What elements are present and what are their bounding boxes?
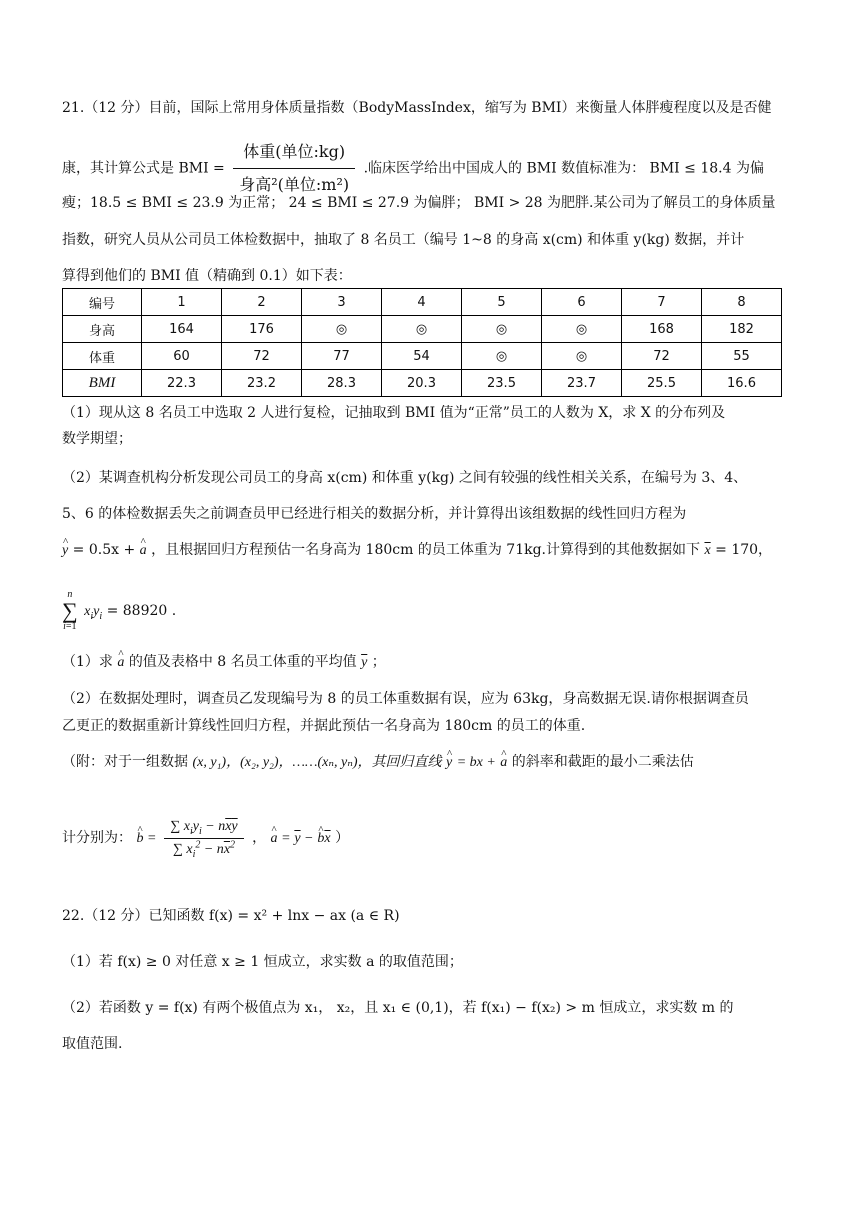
table-cell: 23.2: [222, 370, 302, 397]
table-cell: 3: [302, 289, 382, 316]
note-text-c: = bx +: [456, 755, 496, 770]
q21-line-1: 21.（12 分）目前，国际上常用身体质量指数（BodyMassIndex，缩写为 BMI）来衡量人体胖瘦程度以及是否健: [62, 100, 772, 116]
table-row: [63, 370, 782, 397]
note-text-e: 计分别为：: [62, 830, 132, 846]
note-line-2: [62, 796, 798, 880]
y-hat-symbol: ^ y: [446, 753, 452, 773]
a-hat-symbol: ^ a: [271, 797, 278, 881]
sum-symbol: n ∑ i=1: [62, 589, 78, 632]
table-cell: 164: [142, 316, 222, 343]
table-cell: 4: [382, 289, 462, 316]
q21-line-2: [62, 138, 798, 199]
table-cell: 60: [142, 343, 222, 370]
table-cell: 23.5: [462, 370, 542, 397]
table-cell: 25.5: [622, 370, 702, 397]
x-bar-symbol: $\overline{x}$: [324, 831, 331, 846]
q21-line-2a: 康，其计算公式是 BMI =: [62, 160, 225, 177]
y-bar-symbol: $\overline{y}$: [361, 655, 368, 670]
part2-line-3b: ，且根据回归方程预估一名身高为 180cm 的员工体重为 71kg.计算得到的其他数据如下: [151, 542, 701, 558]
q22-line-4: 取值范围.: [62, 1036, 123, 1052]
table-cell: 176: [222, 316, 302, 343]
table-row: [63, 289, 782, 316]
sub2-line-2: 乙更正的数据重新计算线性回归方程，并据此预估一名身高为 180cm 的员工的体重.: [62, 718, 586, 734]
table-cell: 28.3: [302, 370, 382, 397]
table-cell: ◎: [302, 316, 382, 343]
a-hat-symbol: ^ a: [117, 653, 124, 673]
sub2-line-1: （2）在数据处理时，调查员乙发现编号为 8 的员工体重数据有误，应为 63kg，身高数据无误.请你根据调查员: [62, 691, 749, 707]
q21-line-3: 瘦；18.5 ≤ BMI ≤ 23.9 为正常； 24 ≤ BMI ≤ 27.9 为偏胖； BMI > 28 为肥胖.某公司为了解员工的身体质量: [62, 195, 776, 211]
sub1-text-c: ；: [371, 654, 386, 670]
q22-line-3: （2）若函数 y = f(x) 有两个极值点为 x₁， x₂，且 x₁ ∈ (0,1)，若 f(x₁) − f(x₂) > m 恒成立，求实数 m 的: [62, 1000, 734, 1016]
sub1-text-a: （1）求: [62, 654, 113, 670]
part2-line-4-text: = 88920 .: [106, 603, 177, 619]
table-cell: 7: [622, 289, 702, 316]
x-bar-symbol: $\overline{x}$: [704, 543, 711, 558]
table-cell: ◎: [382, 316, 462, 343]
bmi-data-table: [62, 288, 782, 397]
equals-sign: =: [282, 831, 290, 846]
table-cell: 20.3: [382, 370, 462, 397]
row-label: 身高: [63, 316, 142, 343]
table-cell: ◎: [542, 316, 622, 343]
slope-numerator: ∑ $x_iy_i - n\overline{x}\overline{y}$: [164, 818, 243, 839]
q21-line-4: 指数，研究人员从公司员工体检数据中，抽取了 8 名员工（编号 1~8 的身高 x(cm) 和体重 y(kg) 数据，并计: [62, 232, 745, 248]
table-cell: ◎: [462, 316, 542, 343]
table-cell: 55: [702, 343, 782, 370]
bmi-formula: [233, 138, 355, 199]
sub1-text-b: 的值及表格中 8 名员工体重的平均值: [128, 654, 357, 670]
xy-product: $x_iy_i$: [84, 604, 103, 622]
a-hat-symbol: ^ a: [500, 753, 507, 773]
table-cell: 6: [542, 289, 622, 316]
equals-sign: =: [147, 831, 156, 846]
part2-line-1: （2）某调查机构分析发现公司员工的身高 x(cm) 和体重 y(kg) 之间有较强的线性相关关系，在编号为 3、4、: [62, 470, 748, 486]
q21-line-2b: .临床医学给出中国成人的 BMI 数值标准为： BMI ≤ 18.4 为偏: [363, 160, 764, 177]
b-hat-symbol: ^ b: [317, 797, 324, 881]
part2-line-3a: = 0.5x +: [72, 542, 136, 558]
row-label: 编号: [63, 289, 142, 316]
part2-line-4: [62, 590, 798, 632]
slope-denominator: ∑ $x_i^2 - n\overline{x}^2$: [172, 838, 236, 860]
part1-line-2: 数学期望；: [62, 431, 132, 447]
table-cell: ◎: [462, 343, 542, 370]
table-cell: 77: [302, 343, 382, 370]
part2-line-3: [62, 540, 798, 561]
part1-line-1: （1）现从这 8 名员工中选取 2 人进行复检，记抽取到 BMI 值为“正常”员工的人数为 X，求 X 的分布列及: [62, 405, 726, 421]
table-cell: 23.7: [542, 370, 622, 397]
table-cell: 8: [702, 289, 782, 316]
y-hat-symbol: ^ y: [62, 541, 68, 561]
y-bar-symbol: $\overline{y}$: [294, 831, 301, 846]
q21-line-5: 算得到他们的 BMI 值（精确到 0.1）如下表：: [62, 268, 352, 284]
note-text-a: （附：对于一组数据: [62, 754, 188, 770]
note-text-b: (x, y₁)，(x₂, y₂)，……(xₙ, yₙ)，其回归直线: [192, 755, 442, 770]
slope-formula: [164, 818, 243, 859]
note-text-d: 的斜率和截距的最小二乘法估: [511, 754, 694, 770]
note-text-f: ）: [335, 830, 350, 846]
table-cell: 168: [622, 316, 702, 343]
part2-line-3c: = 170，: [715, 542, 773, 558]
table-cell: ◎: [542, 343, 622, 370]
row-label: BMI: [63, 370, 142, 397]
table-cell: 22.3: [142, 370, 222, 397]
comma: ，: [252, 831, 267, 846]
row-label: 体重: [63, 343, 142, 370]
table-cell: 72: [222, 343, 302, 370]
part2-line-2: 5、6 的体检数据丢失之前调查员甲已经进行相关的数据分析，并计算得出该组数据的线性回归方程为: [62, 506, 687, 522]
table-cell: 2: [222, 289, 302, 316]
bmi-formula-numerator: 体重(单位:kg): [233, 138, 355, 169]
table-row: [63, 316, 782, 343]
q22-line-2: （1）若 f(x) ≥ 0 对任意 x ≥ 1 恒成立，求实数 a 的取值范围；: [62, 954, 463, 970]
table-cell: 5: [462, 289, 542, 316]
minus-sign: −: [305, 831, 313, 846]
sub1-line: [62, 652, 798, 673]
table-cell: 72: [622, 343, 702, 370]
b-hat-symbol: ^ b: [136, 797, 143, 881]
table-cell: 16.6: [702, 370, 782, 397]
q22-line-1: 22.（12 分）已知函数 f(x) = x² + lnx − ax (a ∈ R): [62, 908, 400, 924]
table-row: [63, 343, 782, 370]
table-cell: 182: [702, 316, 782, 343]
a-hat-symbol: ^ a: [140, 541, 147, 561]
table-cell: 1: [142, 289, 222, 316]
table-cell: 54: [382, 343, 462, 370]
note-line-1: [62, 752, 798, 773]
bmi-formula-denominator: 身高²(单位:m²): [239, 175, 350, 194]
